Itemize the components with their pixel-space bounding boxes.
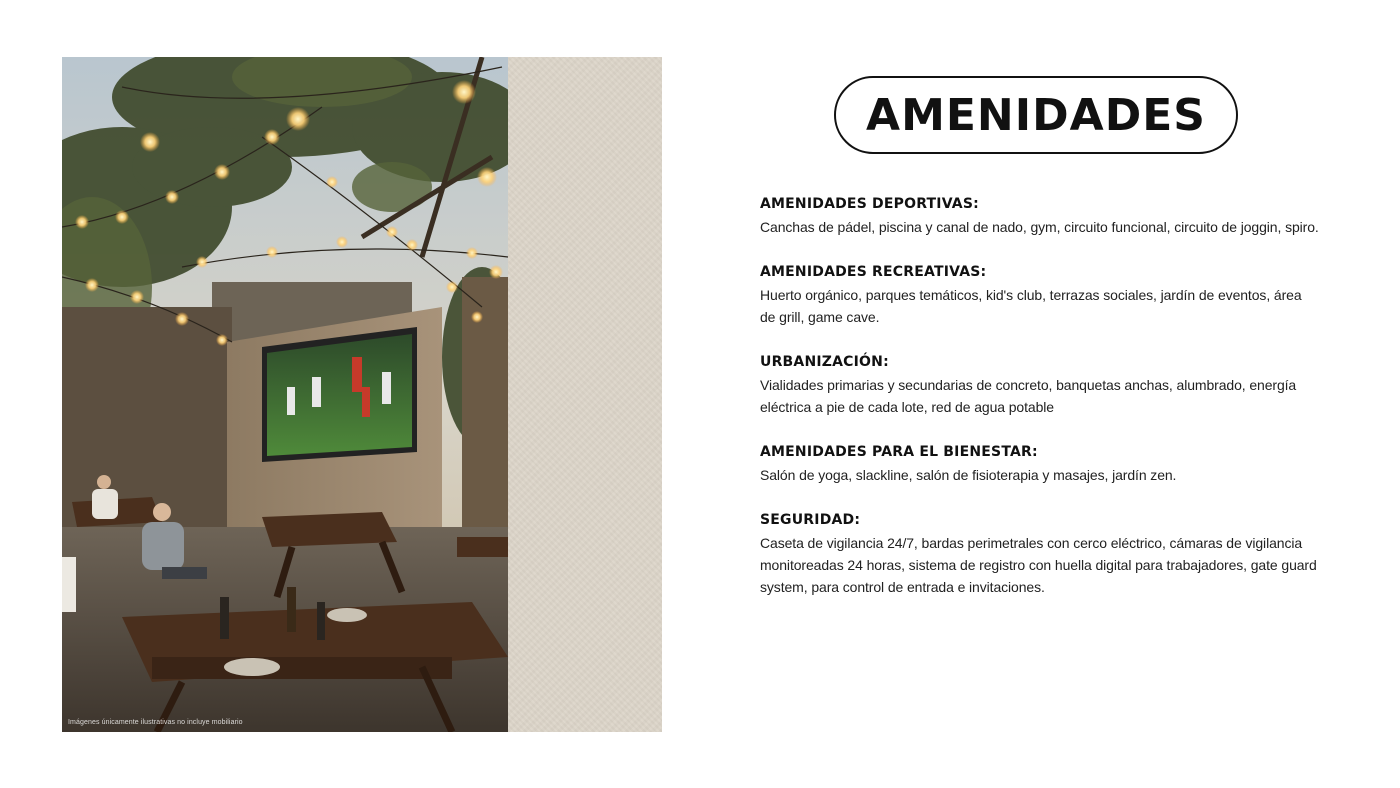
section-body: Salón de yoga, slackline, salón de fisioterapia y masajes, jardín zen. bbox=[760, 467, 1177, 483]
section-body: Caseta de vigilancia 24/7, bardas perimetrales con cerco eléctrico, cámaras de vigilancia monitoreadas 24 horas, sistema de registro con huella digital para trabajadores, gate guard system, para control de entrada e invitaciones. bbox=[760, 535, 1317, 595]
amenities-list bbox=[760, 196, 1320, 624]
section-urbanizacion bbox=[760, 354, 1320, 418]
section-body: Huerto orgánico, parques temáticos, kid's club, terrazas sociales, jardín de eventos, área de grill, game cave. bbox=[760, 287, 1302, 325]
section-bienestar bbox=[760, 444, 1320, 486]
section-heading: AMENIDADES RECREATIVAS: bbox=[760, 264, 987, 280]
page-title: AMENIDADES bbox=[866, 89, 1206, 141]
outdoor-cinema-photo bbox=[62, 57, 508, 732]
title-pill bbox=[834, 76, 1238, 154]
section-recreativas bbox=[760, 264, 1320, 328]
section-heading: SEGURIDAD: bbox=[760, 512, 861, 528]
image-disclaimer: Imágenes únicamente ilustrativas no incluye mobiliario bbox=[68, 719, 243, 726]
section-body: Canchas de pádel, piscina y canal de nado, gym, circuito funcional, circuito de joggin, spiro. bbox=[760, 219, 1319, 235]
section-deportivas bbox=[760, 196, 1320, 238]
section-heading: AMENIDADES DEPORTIVAS: bbox=[760, 196, 979, 212]
section-body: Vialidades primarias y secundarias de concreto, banquetas anchas, alumbrado, energía eléctrica a pie de cada lote, red de agua potable bbox=[760, 377, 1297, 415]
section-seguridad bbox=[760, 512, 1320, 598]
photo-frame bbox=[62, 57, 662, 732]
paper-texture-panel bbox=[508, 57, 662, 732]
section-heading: URBANIZACIÓN: bbox=[760, 354, 889, 370]
section-heading: AMENIDADES PARA EL BIENESTAR: bbox=[760, 444, 1038, 460]
